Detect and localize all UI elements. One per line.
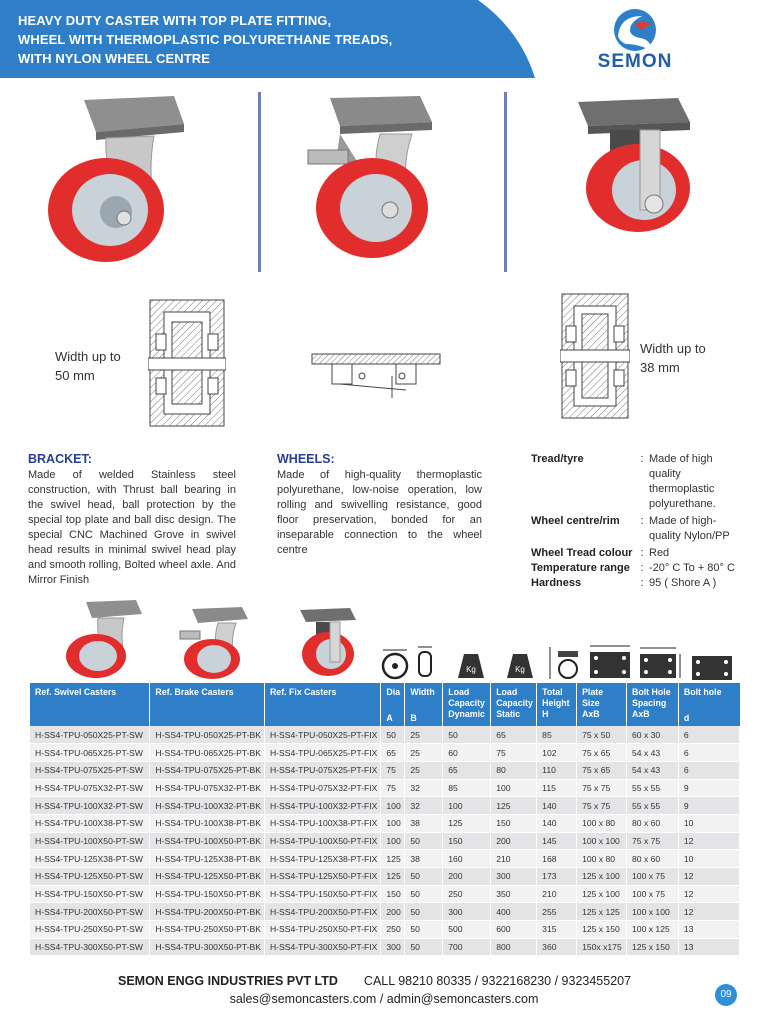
table-cell: 85 [537,726,577,744]
table-cell: 75 x 75 [577,797,627,815]
total-height-icon [546,645,582,681]
table-cell: 150 [443,832,491,850]
table-cell: H-SS4-TPU-075X25-PT-FIX [264,761,380,779]
title-line: WHEEL WITH THERMOPLASTIC POLYURETHANE TREADS, [18,32,393,47]
table-cell: 50 [405,903,443,921]
table-cell: 125 x 100 [577,885,627,903]
column-header: Plate Size AxB [577,683,627,726]
table-cell: 6 [678,726,739,744]
swivel-caster-photo [44,90,194,265]
table-cell: H-SS4-TPU-100X32-PT-SW [30,797,150,815]
column-header: Ref. Brake Casters [150,683,265,726]
table-cell: 54 x 43 [627,761,679,779]
table-cell: 85 [443,779,491,797]
table-cell: H-SS4-TPU-125X50-PT-BK [150,868,265,886]
table-cell: 100 x 100 [627,903,679,921]
table-cell: H-SS4-TPU-200X50-PT-SW [30,903,150,921]
table-cell: 9 [678,779,739,797]
table-cell: 60 x 30 [627,726,679,744]
table-cell: H-SS4-TPU-100X38-PT-BK [150,814,265,832]
table-cell: 100 [381,814,405,832]
table-cell: H-SS4-TPU-100X32-PT-FIX [264,797,380,815]
spec-list [531,452,761,591]
table-row [30,814,740,832]
spec-label: Tread/tyre [531,453,584,465]
table-cell: 12 [678,885,739,903]
table-cell: 250 [381,921,405,939]
table-cell: 75 [381,779,405,797]
table-cell: 140 [537,797,577,815]
table-cell: H-SS4-TPU-250X50-PT-SW [30,921,150,939]
table-cell: 38 [405,814,443,832]
table-cell: 75 x 75 [577,779,627,797]
table-cell: 32 [405,797,443,815]
table-cell: H-SS4-TPU-100X50-PT-SW [30,832,150,850]
table-cell: 60 [443,744,491,762]
width-note-line: 50 mm [55,368,95,383]
spec-row-temperature [531,561,761,576]
table-cell: 200 [491,832,537,850]
table-cell: 100 x 75 [627,868,679,886]
spec-colon: : [640,453,644,465]
table-cell: 125 [381,868,405,886]
table-cell: 75 [491,744,537,762]
table-cell: 38 [405,850,443,868]
table-cell: 100 x 80 [577,850,627,868]
table-cell: 125 x 150 [577,921,627,939]
table-cell: 140 [537,814,577,832]
kg-label: Kg [515,665,525,674]
table-cell: 100 x 125 [627,921,679,939]
table-cell: 300 [491,868,537,886]
width-note-left [55,347,121,385]
table-cell: 65 [491,726,537,744]
table-cell: H-SS4-TPU-100X50-PT-BK [150,832,265,850]
width-note-line: Width up to [640,341,706,356]
table-cell: H-SS4-TPU-050X25-PT-SW [30,726,150,744]
table-cell: 160 [443,850,491,868]
table-cell: 100 [381,832,405,850]
brand-name: SEMON [597,51,673,72]
spec-label: Wheel Tread colour [531,547,633,559]
phone-numbers: CALL 98210 80335 / 9322168230 / 9323455207 [363,974,632,988]
table-cell: 700 [443,938,491,956]
page-title [18,11,488,68]
table-cell: H-SS4-TPU-250X50-PT-BK [150,921,265,939]
table-cell: H-SS4-TPU-075X32-PT-SW [30,779,150,797]
table-cell: H-SS4-TPU-100X50-PT-FIX [264,832,380,850]
table-cell: H-SS4-TPU-125X38-PT-SW [30,850,150,868]
table-cell: 50 [381,726,405,744]
column-header: Bolt Hole Spacing AxB [627,683,679,726]
table-cell: H-SS4-TPU-065X25-PT-BK [150,744,265,762]
table-cell: 75 x 65 [577,744,627,762]
table-cell: 125 x 125 [577,903,627,921]
table-cell: 100 x 80 [577,814,627,832]
spec-row-hardness [531,576,761,591]
table-cell: 210 [537,885,577,903]
table-cell: 173 [537,868,577,886]
title-line: WITH NYLON WHEEL CENTRE [18,51,210,66]
table-cell: H-SS4-TPU-125X50-PT-FIX [264,868,380,886]
bracket-description: Made of welded Stainless steel construction, with Thrust ball bearing in the swivel head, ball protection by the special top plate and ball disc design. The special CNC Machined Grove in swivel head results in minimal swivel head play and smooth rolling, Bolted wheel axle. And Mirror Finish [28,469,236,586]
table-cell: 315 [537,921,577,939]
table-cell: H-SS4-TPU-150X50-PT-SW [30,885,150,903]
table-cell: H-SS4-TPU-200X50-PT-FIX [264,903,380,921]
table-cell: H-SS4-TPU-300X50-PT-BK [150,938,265,956]
column-header: Ref. Fix Casters [264,683,380,726]
spec-row-centre [531,514,761,544]
table-cell: 12 [678,832,739,850]
spec-row-tread [531,452,761,512]
table-cell: 102 [537,744,577,762]
spec-colon: : [640,547,644,559]
product-table [30,683,740,956]
width-note-line: Width up to [55,349,121,364]
column-header: Total Height H [537,683,577,726]
table-cell: 125 [491,797,537,815]
table-cell: H-SS4-TPU-150X50-PT-BK [150,885,265,903]
table-cell: 75 x 75 [627,832,679,850]
divider [504,92,507,272]
table-cell: 100 x 75 [627,885,679,903]
table-row [30,726,740,744]
table-cell: 75 [381,761,405,779]
table-cell: 100 [443,797,491,815]
table-cell: H-SS4-TPU-100X38-PT-SW [30,814,150,832]
spec-value: Red [649,547,670,559]
wheels-description: Made of high-quality thermoplastic polyurethane, low-noise operation, low rolling and swivelling resistance, good floor preservation, bonded for an inseparable connection to the wheel centre [277,469,482,556]
table-cell: 125 [443,814,491,832]
table-row [30,779,740,797]
table-cell: H-SS4-TPU-075X25-PT-SW [30,761,150,779]
static-load-icon [505,648,535,680]
table-cell: 300 [381,938,405,956]
table-row [30,885,740,903]
table-cell: 125 x 150 [627,938,679,956]
table-row [30,744,740,762]
table-header-row [30,683,740,726]
table-cell: 150 [381,885,405,903]
table-row [30,797,740,815]
page-number: 09 [715,984,737,1006]
spec-colon: : [640,577,644,589]
table-cell: 80 x 60 [627,814,679,832]
table-cell: 100 x 100 [577,832,627,850]
table-cell: H-SS4-TPU-075X32-PT-FIX [264,779,380,797]
bolt-hole-spacing-icon [636,644,684,682]
table-cell: 255 [537,903,577,921]
table-cell: 115 [537,779,577,797]
table-cell: H-SS4-TPU-300X50-PT-FIX [264,938,380,956]
table-cell: 168 [537,850,577,868]
table-cell: 80 x 60 [627,850,679,868]
width-note-line: 38 mm [640,360,680,375]
table-cell: H-SS4-TPU-065X25-PT-FIX [264,744,380,762]
divider [258,92,261,272]
table-cell: 13 [678,921,739,939]
table-row [30,850,740,868]
table-cell: 150x x175 [577,938,627,956]
table-cell: 6 [678,744,739,762]
spec-colon: : [640,562,644,574]
table-cell: H-SS4-TPU-125X38-PT-BK [150,850,265,868]
column-header: Load Capacity Dynamic [443,683,491,726]
table-cell: 12 [678,903,739,921]
table-row [30,921,740,939]
column-header: Bolt hole d [678,683,739,726]
spec-row-colour [531,546,761,561]
table-cell: 50 [405,832,443,850]
spec-colon: : [640,515,644,527]
table-cell: 210 [491,850,537,868]
table-cell: 110 [537,761,577,779]
table-cell: 145 [537,832,577,850]
column-header: Load Capacity Static [491,683,537,726]
column-header: Dia A [381,683,405,726]
table-cell: 100 [381,797,405,815]
table-cell: 80 [491,761,537,779]
table-row [30,868,740,886]
table-cell: H-SS4-TPU-200X50-PT-BK [150,903,265,921]
spec-value: 95 ( Shore A ) [649,577,717,589]
table-cell: 50 [405,938,443,956]
table-cell: 50 [405,885,443,903]
title-line: HEAVY DUTY CASTER WITH TOP PLATE FITTING, [18,13,332,28]
table-cell: H-SS4-TPU-050X25-PT-BK [150,726,265,744]
table-cell: 200 [443,868,491,886]
column-header: Ref. Swivel Casters [30,683,150,726]
spec-value: Made of high quality thermoplastic polyurethane. [649,453,716,510]
table-row [30,938,740,956]
table-cell: 75 x 65 [577,761,627,779]
brake-caster-thumbnail [176,605,252,681]
table-cell: H-SS4-TPU-150X50-PT-FIX [264,885,380,903]
table-cell: 12 [678,868,739,886]
footer-emails: sales@semoncasters.com / admin@semoncasters.com [229,992,539,1006]
table-cell: 800 [491,938,537,956]
company-name: SEMON ENGG INDUSTRIES PVT LTD [118,974,338,988]
table-cell: 400 [491,903,537,921]
table-cell: 25 [405,726,443,744]
footer-contact [118,974,631,988]
table-cell: H-SS4-TPU-100X38-PT-FIX [264,814,380,832]
column-header: Width B [405,683,443,726]
table-cell: 25 [405,744,443,762]
table-cell: 54 x 43 [627,744,679,762]
table-cell: H-SS4-TPU-065X25-PT-SW [30,744,150,762]
table-cell: 25 [405,761,443,779]
width-note-right [640,339,706,377]
table-cell: H-SS4-TPU-100X32-PT-BK [150,797,265,815]
table-cell: 55 x 55 [627,797,679,815]
table-cell: 55 x 55 [627,779,679,797]
spec-label: Wheel centre/rim [531,515,620,527]
table-cell: H-SS4-TPU-300X50-PT-SW [30,938,150,956]
table-cell: 10 [678,814,739,832]
table-cell: 360 [537,938,577,956]
plate-size-icon [586,642,634,682]
table-row [30,832,740,850]
table-cell: 10 [678,850,739,868]
spec-label: Temperature range [531,562,630,574]
table-cell: 9 [678,797,739,815]
table-cell: 600 [491,921,537,939]
table-cell: 200 [381,903,405,921]
table-cell: H-SS4-TPU-125X50-PT-SW [30,868,150,886]
table-cell: 65 [381,744,405,762]
wheel-section-drawing-50mm [148,298,226,428]
table-cell: 250 [443,885,491,903]
table-row [30,761,740,779]
axle-section-drawing [310,350,442,402]
wheels-heading: WHEELS: [277,452,335,466]
spec-label: Hardness [531,577,582,589]
table-cell: 100 [491,779,537,797]
width-icon [416,644,434,680]
bolt-hole-icon [690,652,734,682]
table-cell: 350 [491,885,537,903]
dynamic-load-icon [456,648,486,680]
table-cell: 500 [443,921,491,939]
table-cell: 75 x 50 [577,726,627,744]
fixed-caster-photo [570,90,700,240]
table-cell: 32 [405,779,443,797]
wheel-section-drawing-38mm [560,292,630,420]
table-cell: H-SS4-TPU-050X25-PT-FIX [264,726,380,744]
table-cell: H-SS4-TPU-075X32-PT-BK [150,779,265,797]
table-cell: H-SS4-TPU-250X50-PT-FIX [264,921,380,939]
table-cell: 125 x 100 [577,868,627,886]
table-cell: 50 [405,921,443,939]
spec-value: -20° C To + 80° C [649,562,735,574]
table-cell: 65 [443,761,491,779]
diameter-icon [380,646,410,680]
brake-caster-photo [300,90,440,260]
table-cell: 13 [678,938,739,956]
table-cell: H-SS4-TPU-125X38-PT-FIX [264,850,380,868]
table-cell: 125 [381,850,405,868]
kg-label: Kg [466,665,476,674]
bracket-heading: BRACKET: [28,452,92,466]
fixed-caster-thumbnail [296,604,360,680]
table-cell: 300 [443,903,491,921]
table-cell: 6 [678,761,739,779]
table-cell: 150 [491,814,537,832]
table-row [30,903,740,921]
spec-value: Made of high-quality Nylon/PP [649,515,730,542]
table-cell: 50 [443,726,491,744]
table-cell: 50 [405,868,443,886]
table-cell: H-SS4-TPU-075X25-PT-BK [150,761,265,779]
swivel-caster-thumbnail [62,598,144,680]
